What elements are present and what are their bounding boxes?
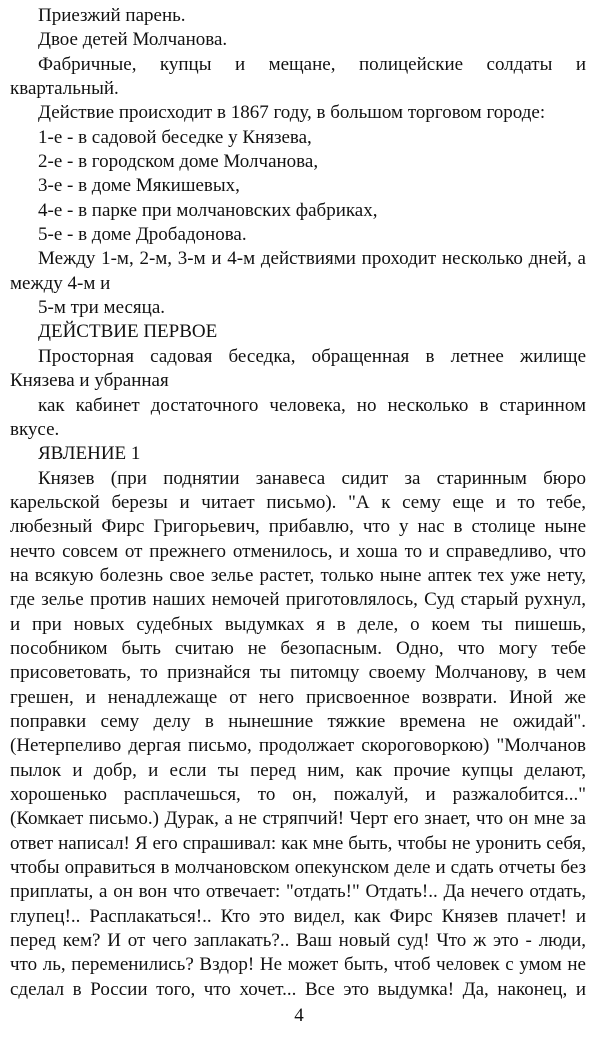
paragraph: Фабричные, купцы и мещане, полицейские солдаты и квартальный. — [10, 53, 586, 100]
paragraph: Приезжий парень. — [38, 5, 186, 26]
paragraph: 3-е - в доме Мякишевых, — [38, 175, 240, 197]
monologue-paragraph: Князев (при поднятии занавеса сидит за старинным бюро карельской березы и читает письмо). "А к сему еще и то тебе, любезный Фирс Григорьевич, прибавлю, что у нас в столице ныне нечто совсем от прежнего отменилось, и хоша то и справедливо, что на всякую болезнь свое зелье растет, только ныне аптек тех уже нету, где зелье против наших немочей приготовлялось, Суд старый рухнул, и при новых судебных выдумках я в деле, о коем ты пишешь, пособником быть считаю не безопасным. Одно, что могу тебе присоветовать, то признайся ты питомцу своему Молчанову, в чем грешен, и ненадлежаще от него присвоенное возврати. Иной же поправки сему делу в нынешние тяжкие времена не ожидай". (Нетерпеливо дергая письмо, продолжает скороговоркою) "Молчанов пылок и добр, и если ты перед ним, как прочие купцы делают, хорошенько расплачешься, то он, пожалуй, и разжалобится..." (Комкает письмо.) Дурак, а не стряпчий! Черт его знает, что он мне за ответ написал! Я его спрашивал: как мне быть, чтобы не уронить себя, чтобы оправиться в молчановском опекунском деле и сдать отчеты без приплаты, а он вон что отвечает: "отдать!" Отдать!.. Да нечего отдать, глупец!.. Расплакаться!.. Кто это видел, как Фирс Князев плачет! и перед кем? И от чего заплакать?.. Ваш новый суд! Что ж это - люди, что ль, переменились? Вздор! Не может быть, чтоб человек с умом не сделал в России того, что хочет... Все это выдумка! Да, наконец, и — [10, 467, 586, 1000]
paragraph: Действие происходит в 1867 году, в большом торговом городе: — [38, 102, 546, 124]
act-heading: ДЕЙСТВИЕ ПЕРВОЕ — [38, 321, 218, 343]
scene-heading: ЯВЛЕНИЕ 1 — [38, 443, 141, 465]
paragraph: 5-е - в доме Дробадонова. — [38, 224, 247, 246]
paragraph: 1-е - в садовой беседке у Князева, — [38, 126, 312, 148]
paragraph: Между 1-м, 2-м, 3-м и 4-м действиями проходит несколько дней, а между 4-м и — [10, 248, 586, 294]
paragraph: 2-е - в городском доме Молчанова, — [38, 151, 319, 173]
paragraph: 5-м три месяца. — [38, 297, 166, 319]
stage-direction: как кабинет достаточного человека, но несколько в старинном вкусе. — [10, 394, 586, 440]
paragraph: 4-е - в парке при молчановских фабриках, — [38, 199, 378, 221]
paragraph: Двое детей Молчанова. — [38, 29, 228, 51]
stage-direction: Просторная садовая беседка, обращенная в летнее жилище Князева и убранная — [10, 345, 586, 392]
text-body — [10, 4, 586, 1002]
page-number: 4 — [294, 1005, 304, 1026]
